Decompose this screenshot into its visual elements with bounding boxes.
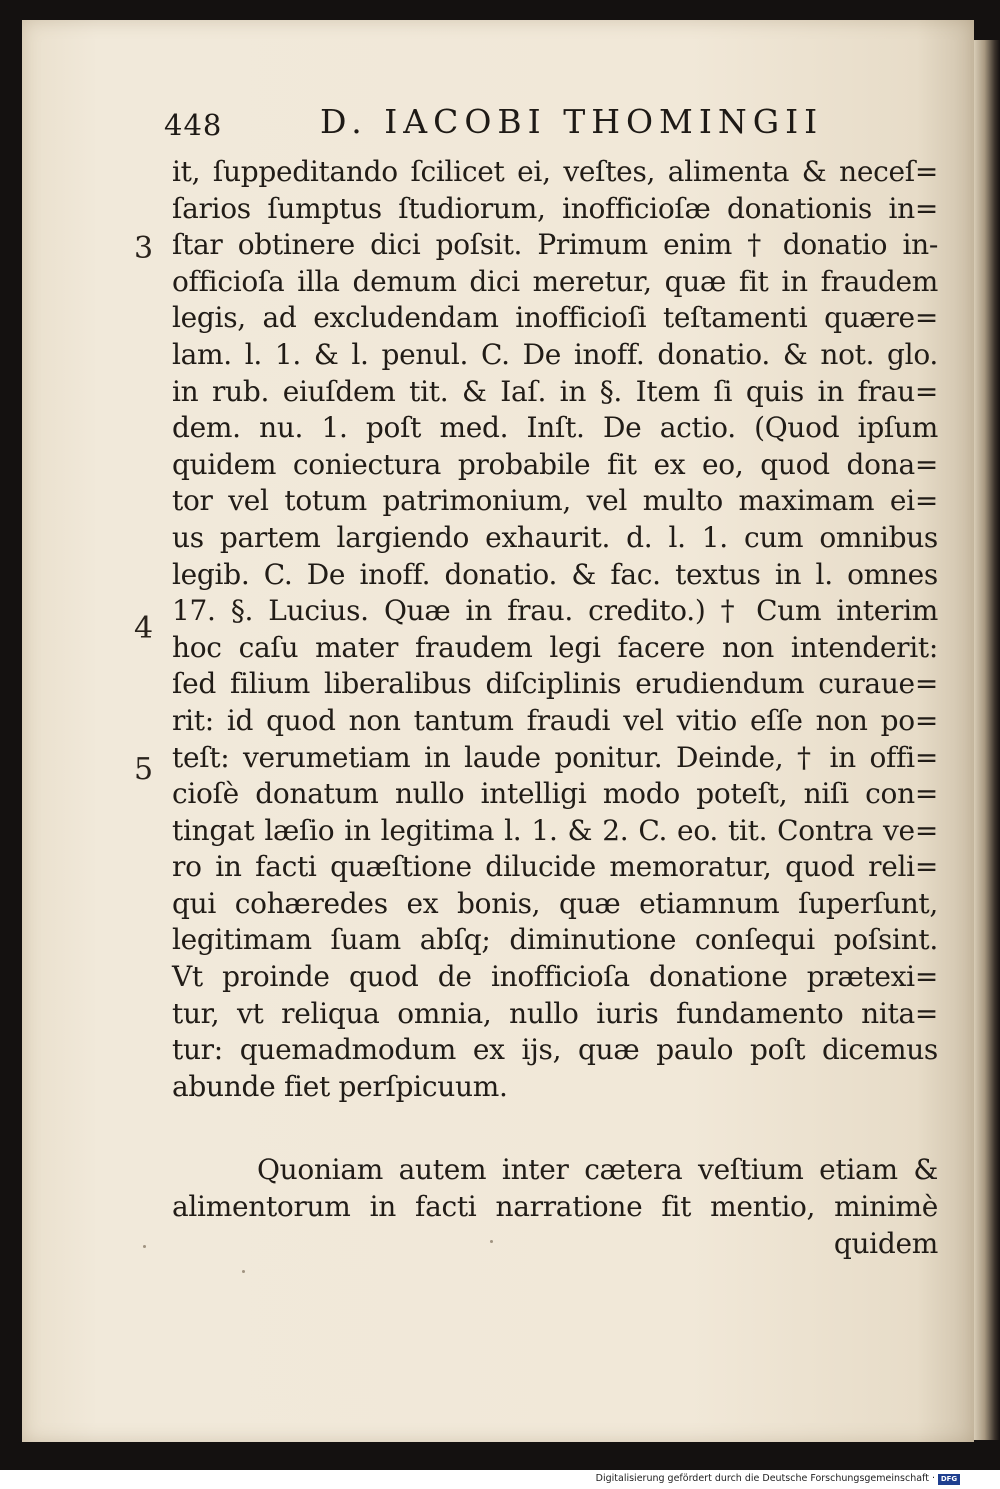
- text-line: alimentorum in facti narratione fit mentio, minimè: [172, 1190, 938, 1224]
- text-line: abunde fiet perſpicuum.: [172, 1069, 508, 1103]
- text-line: officioſa illa demum dici meretur, quæ fit in fraudem: [172, 264, 938, 298]
- page-number: 448: [164, 108, 223, 142]
- catchword: quidem: [833, 1226, 938, 1260]
- margin-number: 3: [134, 231, 154, 266]
- paragraph-second: [172, 1152, 938, 1262]
- text-line: ſarios ſumptus ſtudiorum, inofficioſæ donationis in=: [172, 191, 938, 225]
- text-line: dem. nu. 1. poſt med. Inſt. De actio. (Quod ipſum: [172, 411, 938, 445]
- ink-speck: [143, 1245, 146, 1248]
- page-edge-shadow: [974, 40, 1000, 1440]
- running-head: [164, 102, 924, 146]
- text-line: Quoniam autem inter cætera veſtium etiam &: [257, 1153, 938, 1187]
- text-line: Vt proinde quod de inofficioſa donatione prætexi=: [172, 960, 938, 994]
- text-line: rit: id quod non tantum fraudi vel vitio eſſe non po=: [172, 703, 938, 737]
- margin-number: 5: [134, 752, 154, 787]
- footer-credit: Digitalisierung gefördert durch die Deutsche Forschungsgemeinschaft ·: [595, 1473, 935, 1484]
- text-line: ro in facti quæſtione dilucide memoratur, quod reli=: [172, 850, 938, 884]
- text-line: tingat læſio in legitima l. 1. & 2. C. eo. tit. Contra ve=: [172, 813, 938, 847]
- text-line: tur, vt reliqua omnia, nullo iuris fundamento nita=: [172, 996, 938, 1030]
- running-title: D. IACOBI THOMINGII: [320, 102, 824, 141]
- dfg-logo-icon: DFG: [938, 1474, 960, 1485]
- text-line: cioſè donatum nullo intelligi modo poteſt, niſi con=: [172, 777, 938, 811]
- text-line: legitimam ſuam abſq; diminutione conſequi poſsint.: [172, 923, 938, 957]
- paragraph-first: [172, 154, 938, 1105]
- text-line: legib. C. De inoff. donatio. & fac. textus in l. omnes: [172, 557, 938, 591]
- text-line: ſtar obtinere dici poſsit. Primum enim † donatio in-: [172, 228, 938, 262]
- margin-number: 4: [134, 611, 154, 646]
- text-line: tor vel totum patrimonium, vel multo maximam ei=: [172, 484, 938, 518]
- text-line: lam. l. 1. & l. penul. C. De inoff. donatio. & not. glo.: [172, 337, 938, 371]
- digitization-footer: [596, 1472, 960, 1486]
- text-line: in rub. eiuſdem tit. & Iaſ. in §. Item ſi quis in frau=: [172, 374, 938, 408]
- text-line: tur: quemadmodum ex ijs, quæ paulo poſt dicemus: [172, 1033, 938, 1067]
- text-line: ſed filium liberalibus diſciplinis erudiendum curaue=: [172, 667, 938, 701]
- text-line: teſt: verumetiam in laude ponitur. Deinde, † in offi=: [172, 740, 938, 774]
- ink-speck: [242, 1270, 245, 1273]
- text-line: legis, ad excludendam inofficioſi teſtamenti quære=: [172, 301, 938, 335]
- text-line: it, ſuppeditando ſcilicet ei, veſtes, alimenta & neceſ=: [172, 155, 938, 188]
- text-line: qui cohæredes ex bonis, quæ etiamnum ſuperſunt,: [172, 886, 938, 920]
- text-line: us partem largiendo exhaurit. d. l. 1. cum omnibus: [172, 520, 938, 554]
- text-line: 17. §. Lucius. Quæ in frau. credito.) † Cum interim: [172, 594, 938, 628]
- text-line: hoc caſu mater fraudem legi facere non intenderit:: [172, 630, 938, 664]
- text-line: quidem coniectura probabile fit ex eo, quod dona=: [172, 447, 938, 481]
- main-text: [172, 154, 938, 1262]
- paragraph-gap: [172, 1105, 938, 1152]
